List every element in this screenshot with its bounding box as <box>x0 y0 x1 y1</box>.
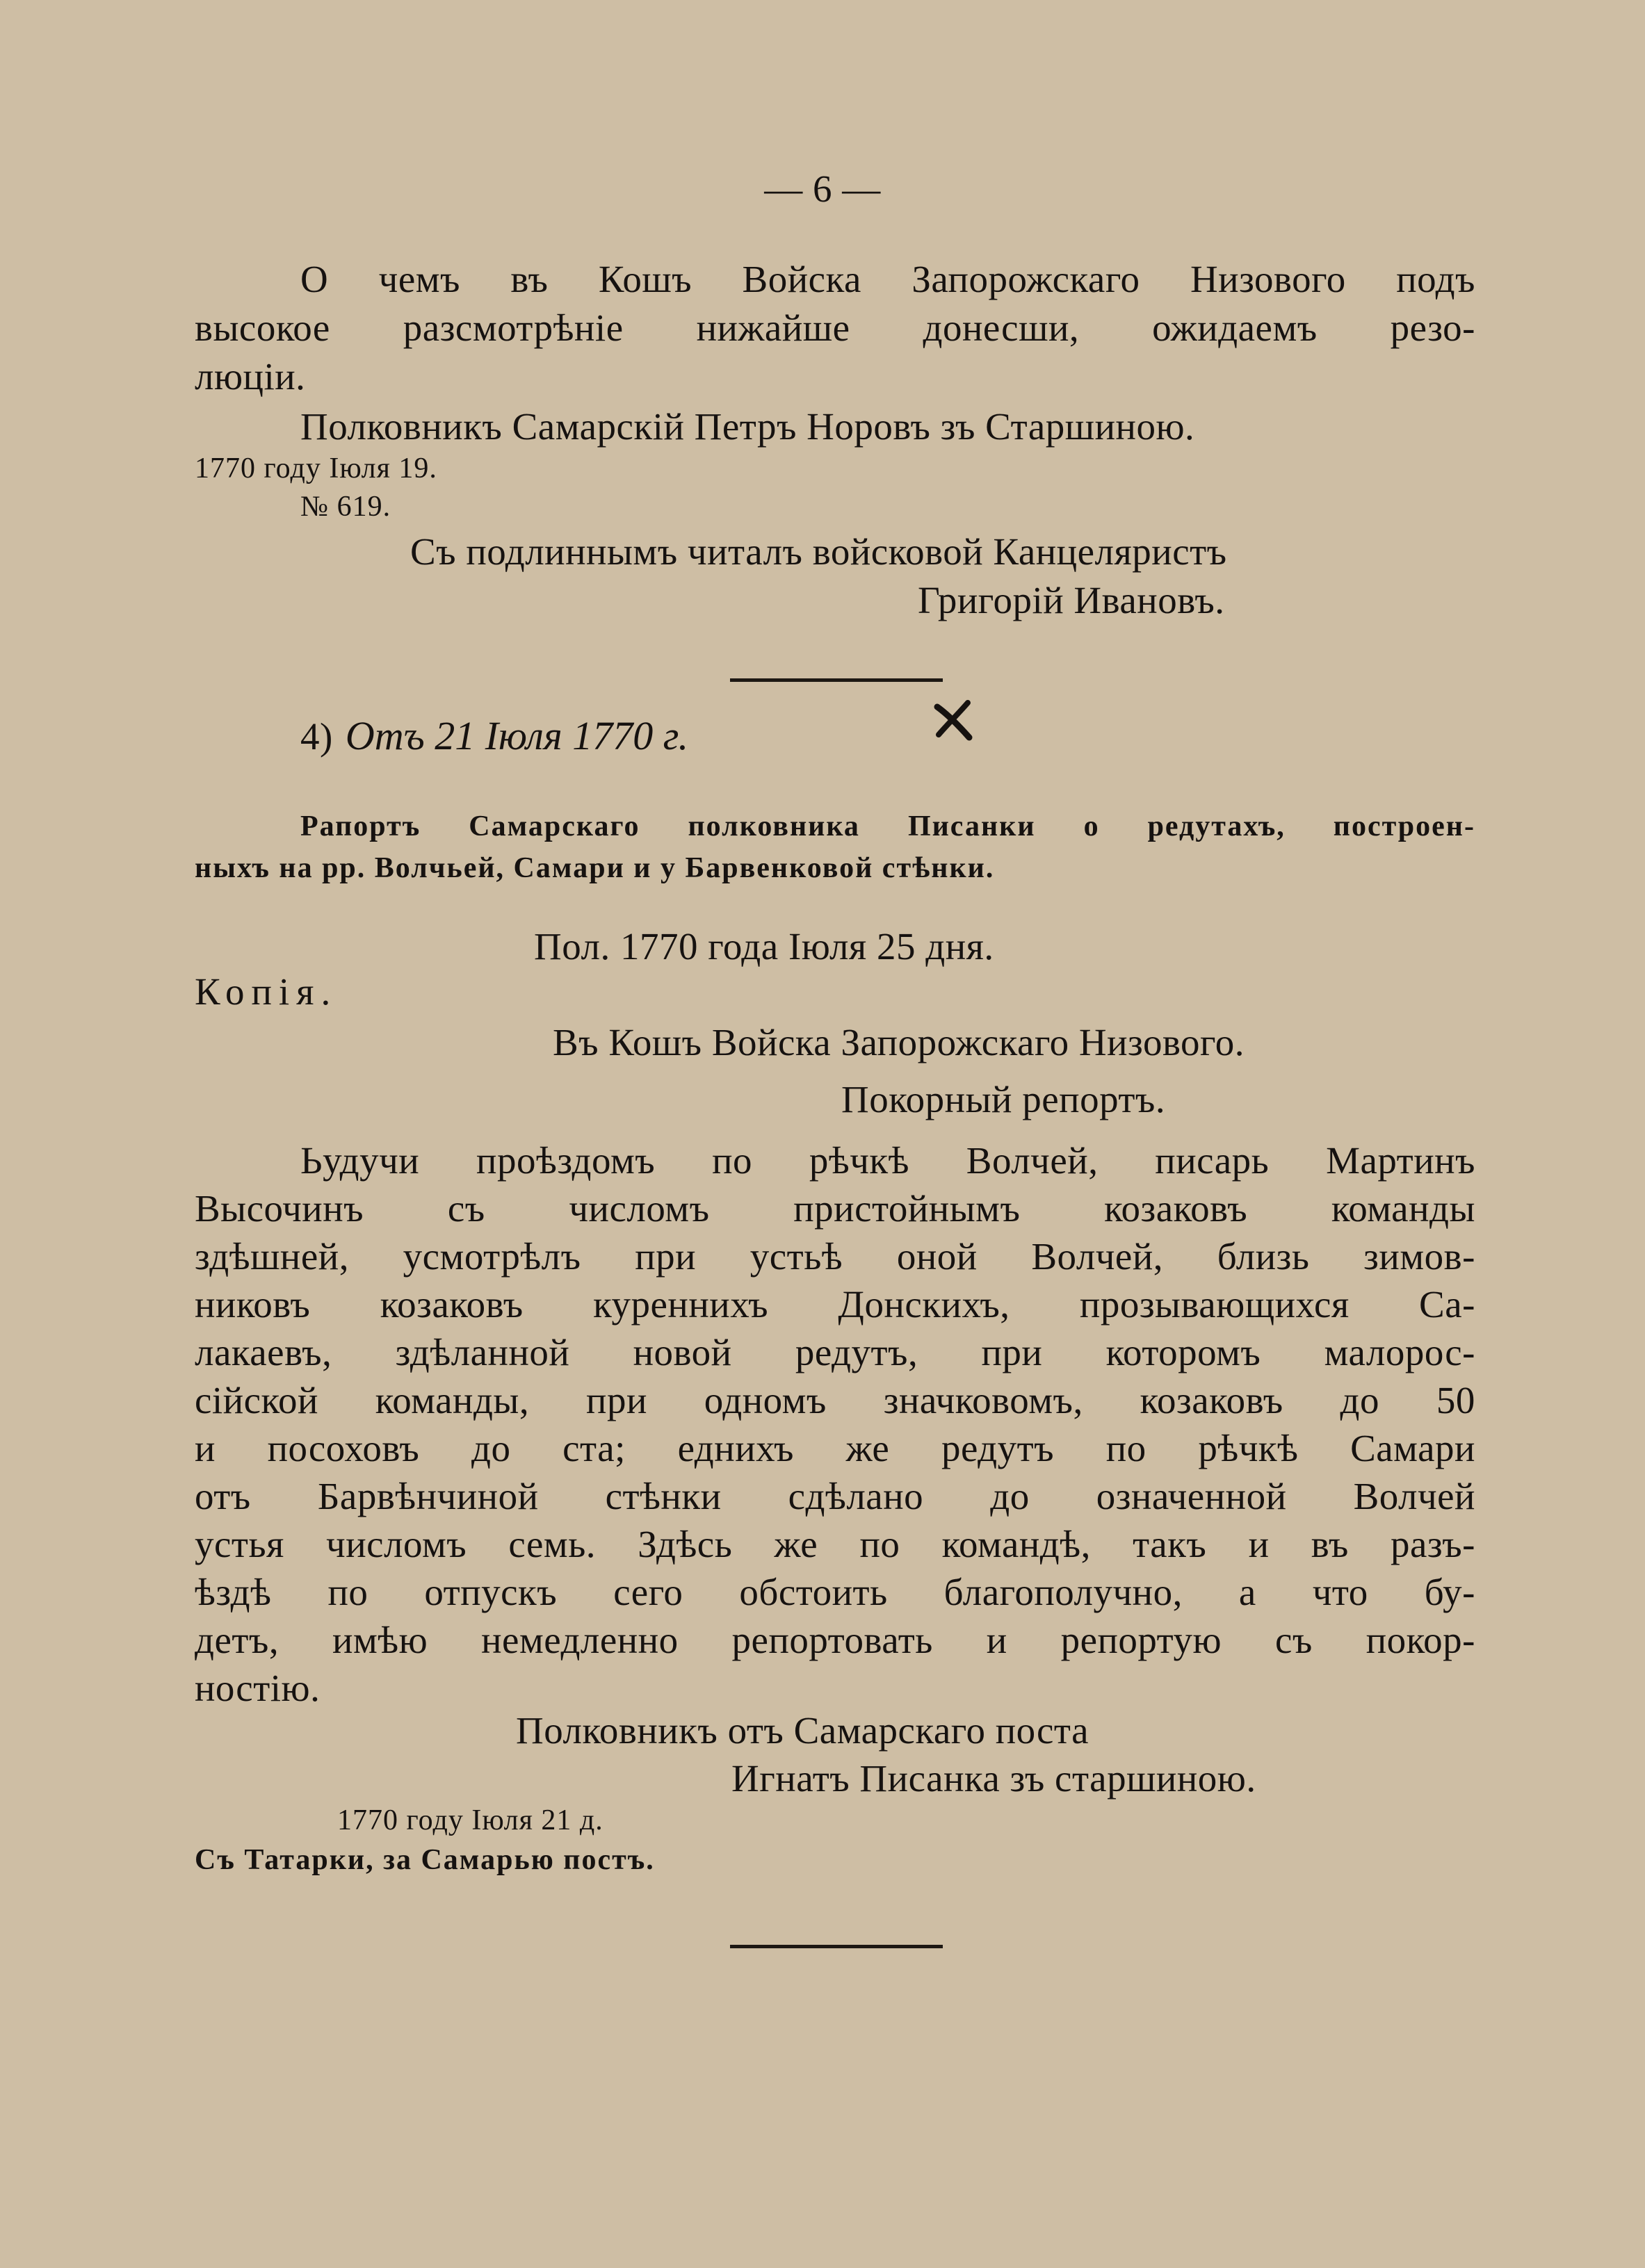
word: имѣю <box>332 1619 428 1661</box>
letter-date: 1770 году Іюля 19. <box>195 452 437 484</box>
word: Мартинъ <box>1326 1139 1475 1182</box>
word: репортую <box>1060 1619 1222 1661</box>
word: люціи. <box>195 355 306 398</box>
word: отпускъ <box>424 1571 558 1613</box>
word: числомъ <box>326 1523 467 1565</box>
word: отъ <box>195 1475 251 1517</box>
word: благополучно, <box>943 1571 1183 1613</box>
word: немедленно <box>481 1619 679 1661</box>
letter-number: № 619. <box>300 491 391 523</box>
word: чемъ <box>378 258 460 300</box>
word: и <box>986 1619 1007 1661</box>
word: до <box>990 1475 1030 1517</box>
word: здѣланной <box>395 1331 570 1373</box>
word: редутахъ, <box>1147 810 1286 842</box>
word: Барвѣнчиной <box>317 1475 539 1517</box>
word: команды <box>1331 1187 1475 1230</box>
report-place: Съ Татарки, за Самарью постъ. <box>195 1844 655 1876</box>
word: по <box>859 1523 900 1565</box>
word: донесши, <box>923 307 1080 349</box>
word: редутъ <box>941 1427 1055 1469</box>
word: прозывающихся <box>1079 1283 1350 1325</box>
paragraph-line <box>300 257 1475 301</box>
word: означенной <box>1096 1475 1287 1517</box>
word: Донскихъ, <box>838 1283 1010 1325</box>
word: покор- <box>1366 1619 1475 1661</box>
word: бу- <box>1424 1571 1475 1613</box>
received-date: Пол. 1770 года Іюля 25 дня. <box>534 925 994 968</box>
body-line <box>195 1666 320 1710</box>
word: Низового <box>1190 258 1346 300</box>
word: а <box>1238 1571 1256 1613</box>
word: значковомъ, <box>883 1379 1083 1421</box>
word: писарь <box>1155 1139 1270 1182</box>
word: Са- <box>1419 1283 1475 1325</box>
copy-label: Копія. <box>195 970 338 1013</box>
word: подъ <box>1396 258 1475 300</box>
word: близь <box>1217 1235 1310 1278</box>
word: репортовать <box>731 1619 933 1661</box>
word: редутъ, <box>795 1331 918 1373</box>
copy-note-signature: Григорій Ивановъ. <box>918 579 1225 621</box>
word: зимов- <box>1363 1235 1475 1278</box>
word: команды, <box>375 1379 530 1421</box>
body-line <box>195 1234 1475 1278</box>
word: же <box>845 1427 890 1469</box>
word: устья <box>195 1523 284 1565</box>
word: рѣчкѣ <box>1198 1427 1299 1469</box>
word: куреннихъ <box>593 1283 769 1325</box>
word: разсмотрѣніе <box>403 307 624 349</box>
word: съ <box>1274 1619 1313 1661</box>
summary-line <box>300 810 1475 843</box>
page-number: — 6 — <box>764 168 881 210</box>
signature-norov: Полковникъ Самарскій Петръ Норовъ зъ Старшиною. <box>300 405 1195 448</box>
body-line <box>195 1474 1475 1518</box>
word: сего <box>613 1571 683 1613</box>
end-divider <box>730 1945 943 1948</box>
body-line <box>195 1282 1475 1326</box>
address: Въ Кошъ Войска Запорожскаго Низового. <box>553 1021 1245 1063</box>
word: проѣздомъ <box>476 1139 656 1182</box>
x-mark-icon <box>932 699 975 742</box>
body-line <box>195 1426 1475 1470</box>
word: никовъ <box>195 1283 311 1325</box>
word: числомъ <box>569 1187 710 1230</box>
section-heading-date: Отъ 21 Іюля 1770 г. <box>345 713 689 758</box>
body-line <box>195 1378 1475 1422</box>
word: козаковъ <box>380 1283 524 1325</box>
word: ожидаемъ <box>1152 307 1318 349</box>
word: усмотрѣлъ <box>403 1235 581 1278</box>
body-line <box>300 1139 1475 1182</box>
word: по <box>1105 1427 1146 1469</box>
word: въ <box>510 258 549 300</box>
word: семь. <box>508 1523 597 1565</box>
word: высокое <box>195 307 330 349</box>
body-line <box>195 1618 1475 1662</box>
word: нижайше <box>696 307 850 349</box>
word: Здѣсь <box>638 1523 733 1565</box>
word: здѣшней, <box>195 1235 349 1278</box>
word: еднихъ <box>677 1427 794 1469</box>
word: которомъ <box>1105 1331 1261 1373</box>
word: что <box>1312 1571 1368 1613</box>
word: ностію. <box>195 1667 321 1709</box>
word: Самари <box>1350 1427 1475 1469</box>
word: при <box>981 1331 1043 1373</box>
word: при <box>586 1379 647 1421</box>
section-heading <box>300 712 688 759</box>
word: Писанки <box>907 810 1036 842</box>
word: же <box>774 1523 818 1565</box>
word: рѣчкѣ <box>809 1139 909 1182</box>
signature-name: Игнатъ Писанка зъ старшиною. <box>731 1757 1256 1800</box>
word: ста; <box>562 1427 626 1469</box>
word: одномъ <box>704 1379 827 1421</box>
report-date: 1770 году Іюля 21 д. <box>337 1804 603 1836</box>
word: командѣ, <box>941 1523 1091 1565</box>
word: детъ, <box>195 1619 279 1661</box>
report-title: Покорный репортъ. <box>841 1078 1166 1120</box>
body-line <box>195 1330 1475 1374</box>
section-heading-number: 4) <box>300 715 333 758</box>
word: 50 <box>1436 1379 1475 1421</box>
copy-note: Съ подлиннымъ читалъ войсковой Канцеляристъ <box>410 530 1227 573</box>
word: Ьудучи <box>300 1139 420 1182</box>
word: по <box>712 1139 753 1182</box>
word: Самарскаго <box>469 810 640 842</box>
word: Кошъ <box>598 258 692 300</box>
word: резо- <box>1390 307 1475 349</box>
summary-line <box>195 851 994 885</box>
word: Запорожскаго <box>911 258 1140 300</box>
word: стѣнки <box>605 1475 722 1517</box>
word: посоховъ <box>267 1427 420 1469</box>
word: въ <box>1311 1523 1349 1565</box>
word: ныхъ на рр. Волчьей, Самари и у Барвенковой стѣнки. <box>195 852 995 884</box>
word: построен- <box>1333 810 1475 842</box>
word: такъ <box>1133 1523 1207 1565</box>
word: и <box>1248 1523 1270 1565</box>
word: по <box>327 1571 368 1613</box>
signature-title: Полковникъ отъ Самарскаго поста <box>516 1709 1089 1752</box>
word: при <box>635 1235 697 1278</box>
word: полковника <box>688 810 860 842</box>
word: устьѣ <box>749 1235 843 1278</box>
word: и <box>195 1427 216 1469</box>
word: сійской <box>195 1379 318 1421</box>
word: сдѣлано <box>788 1475 924 1517</box>
word: о <box>1083 810 1100 842</box>
word: малорос- <box>1324 1331 1475 1373</box>
word: разъ- <box>1391 1523 1475 1565</box>
word: О <box>300 258 329 300</box>
word: козаковъ <box>1140 1379 1283 1421</box>
word: Высочинъ <box>195 1187 364 1230</box>
body-line <box>195 1186 1475 1230</box>
word: Войска <box>742 258 861 300</box>
word: ѣздѣ <box>195 1571 272 1613</box>
word: пристойнымъ <box>793 1187 1021 1230</box>
paragraph-line <box>195 306 1475 350</box>
word: до <box>471 1427 511 1469</box>
section-divider <box>730 678 943 682</box>
body-line <box>195 1522 1475 1566</box>
word: Волчей, <box>1031 1235 1164 1278</box>
body-line <box>195 1570 1475 1614</box>
word: новой <box>633 1331 732 1373</box>
word: обстоить <box>739 1571 888 1613</box>
word: оной <box>896 1235 978 1278</box>
paragraph-line <box>195 354 305 398</box>
word: лакаевъ, <box>195 1331 332 1373</box>
word: до <box>1340 1379 1380 1421</box>
word: Волчей, <box>966 1139 1099 1182</box>
word: Рапортъ <box>300 810 421 842</box>
word: козаковъ <box>1104 1187 1248 1230</box>
word: съ <box>447 1187 485 1230</box>
word: Волчей <box>1353 1475 1475 1517</box>
